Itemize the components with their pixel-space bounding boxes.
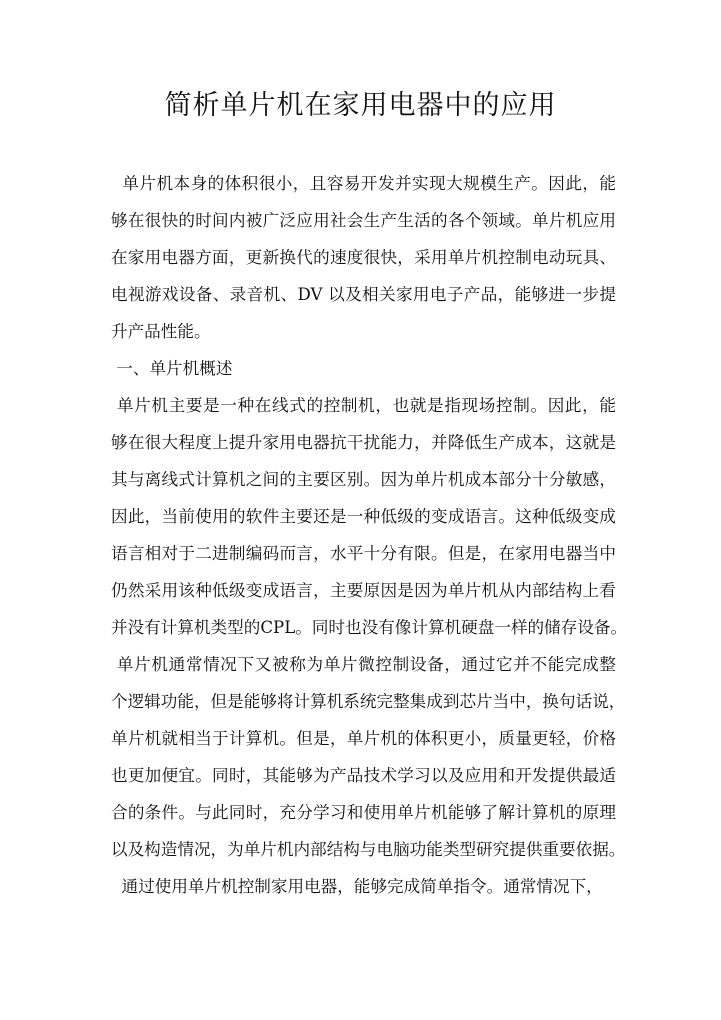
text-line: 够在很大程度上提升家用电器抗干扰能力，并降低生产成本，这就是 [111,433,616,452]
text-line: 仍然采用该种低级变成语言，主要原因是因为单片机从内部结构上看 [111,581,616,600]
text-line: 在家用电器方面，更新换代的速度很快，采用单片机控制电动玩具、 [111,248,616,267]
text-line: 电视游戏设备、录音机、DV 以及相关家用电子产品，能够进一步提 [111,285,616,304]
text-line: 一、单片机概述 [111,359,233,378]
text-line: 单片机本身的体积很小，且容易开发并实现大规模生产。因此，能 [111,174,616,193]
document-title: 简析单片机在家用电器中的应用 [164,90,557,121]
text-line: 通过使用单片机控制家用电器，能够完成简单指令。通常情况下， [111,877,603,896]
text-line: 语言相对于二进制编码而言，水平十分有限。但是，在家用电器当中 [111,544,616,563]
text-line: 单片机就相当于计算机。但是，单片机的体积更小，质量更轻，价格 [111,729,616,748]
text-line: 升产品性能。 [111,322,211,341]
text-line: 并没有计算机类型的CPL。同时也没有像计算机硬盘一样的储存设备。 [111,618,628,637]
text-line: 因此，当前使用的软件主要还是一种低级的变成语言。这种低级变成 [111,507,616,526]
text-line: 以及构造情况，为单片机内部结构与电脑功能类型研究提供重要依据。 [111,840,626,859]
text-line: 其与离线式计算机之间的主要区别。因为单片机成本部分十分敏感， [111,470,616,489]
text-line: 合的条件。与此同时，充分学习和使用单片机能够了解计算机的原理 [111,803,616,822]
text-line: 够在很快的时间内被广泛应用社会生产生活的各个领域。单片机应用 [111,211,616,230]
text-line: 单片机主要是一种在线式的控制机，也就是指现场控制。因此，能 [111,396,616,415]
text-line: 单片机通常情况下又被称为单片微控制设备，通过它并不能完成整 [111,655,616,674]
text-line: 也更加便宜。同时，其能够为产品技术学习以及应用和开发提供最适 [111,766,616,785]
text-line: 个逻辑功能，但是能够将计算机系统完整集成到芯片当中，换句话说， [111,692,626,711]
